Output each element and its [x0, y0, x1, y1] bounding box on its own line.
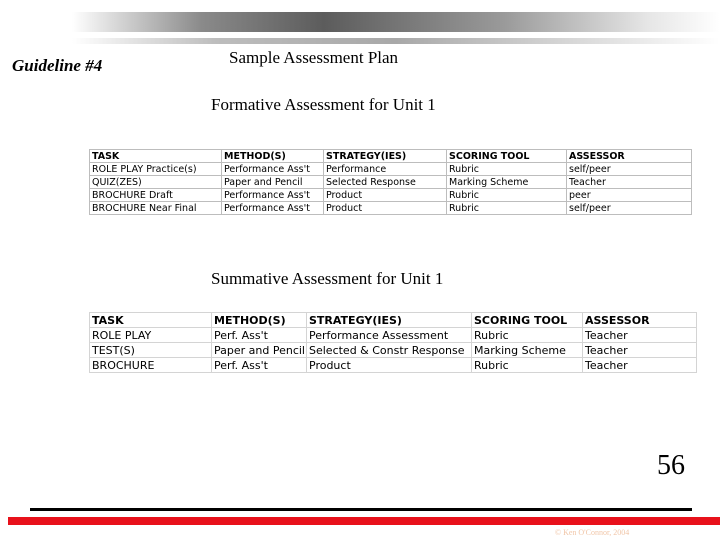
table-row: [90, 202, 692, 215]
table-cell: Product: [324, 202, 447, 215]
table-cell: Marking Scheme: [447, 176, 567, 189]
header-gradient-bar: [0, 12, 720, 32]
table-row: [90, 358, 697, 373]
column-header: STRATEGY(IES): [324, 150, 447, 163]
table-cell: Rubric: [472, 358, 583, 373]
column-header: ASSESSOR: [583, 313, 697, 328]
table-cell: Paper and Pencil: [212, 343, 307, 358]
guideline-label: Guideline #4: [12, 56, 103, 75]
table-row: [90, 189, 692, 202]
table-cell: ROLE PLAY Practice(s): [90, 163, 222, 176]
table-cell: BROCHURE Draft: [90, 189, 222, 202]
table-cell: Rubric: [447, 163, 567, 176]
table-cell: BROCHURE Near Final: [90, 202, 222, 215]
table-header-row: [90, 150, 692, 163]
formative-heading: Formative Assessment for Unit 1: [211, 95, 436, 114]
table-row: [90, 343, 697, 358]
footer-rule: [30, 508, 692, 511]
table-cell: Performance Ass't: [222, 163, 324, 176]
column-header: METHOD(S): [222, 150, 324, 163]
table-cell: Marking Scheme: [472, 343, 583, 358]
table-cell: Product: [307, 358, 472, 373]
copyright-notice: © Ken O'Connor, 2004: [555, 528, 630, 537]
table-cell: peer: [567, 189, 692, 202]
table-cell: BROCHURE: [90, 358, 212, 373]
summative-heading: Summative Assessment for Unit 1: [211, 269, 444, 288]
table-cell: ROLE PLAY: [90, 328, 212, 343]
table-cell: Product: [324, 189, 447, 202]
table-row: [90, 163, 692, 176]
column-header: STRATEGY(IES): [307, 313, 472, 328]
table-cell: Teacher: [583, 358, 697, 373]
table-cell: Performance Ass't: [222, 202, 324, 215]
table-row: [90, 176, 692, 189]
footer-accent-bar: [8, 517, 720, 525]
column-header: SCORING TOOL: [472, 313, 583, 328]
table-cell: Rubric: [447, 189, 567, 202]
table-cell: Selected Response: [324, 176, 447, 189]
table-cell: Teacher: [567, 176, 692, 189]
table-cell: Paper and Pencil: [222, 176, 324, 189]
formative-table: [89, 149, 691, 216]
summative-table: [89, 312, 696, 372]
table-cell: Performance: [324, 163, 447, 176]
table-cell: TEST(S): [90, 343, 212, 358]
table-cell: Teacher: [583, 328, 697, 343]
table-cell: Performance Ass't: [222, 189, 324, 202]
column-header: METHOD(S): [212, 313, 307, 328]
table-header-row: [90, 313, 697, 328]
table-cell: Performance Assessment: [307, 328, 472, 343]
table-cell: Rubric: [472, 328, 583, 343]
column-header: TASK: [90, 150, 222, 163]
header-thin-bar: [0, 38, 720, 44]
table-row: [90, 328, 697, 343]
column-header: TASK: [90, 313, 212, 328]
column-header: SCORING TOOL: [447, 150, 567, 163]
table-cell: self/peer: [567, 163, 692, 176]
table-cell: Rubric: [447, 202, 567, 215]
table-cell: Selected & Constr Response: [307, 343, 472, 358]
table-cell: QUIZ(ZES): [90, 176, 222, 189]
table-cell: Teacher: [583, 343, 697, 358]
table-cell: Perf. Ass't: [212, 328, 307, 343]
slide-title: Sample Assessment Plan: [229, 48, 399, 67]
page-number: 56: [657, 450, 685, 481]
column-header: ASSESSOR: [567, 150, 692, 163]
table-cell: Perf. Ass't: [212, 358, 307, 373]
table-cell: self/peer: [567, 202, 692, 215]
